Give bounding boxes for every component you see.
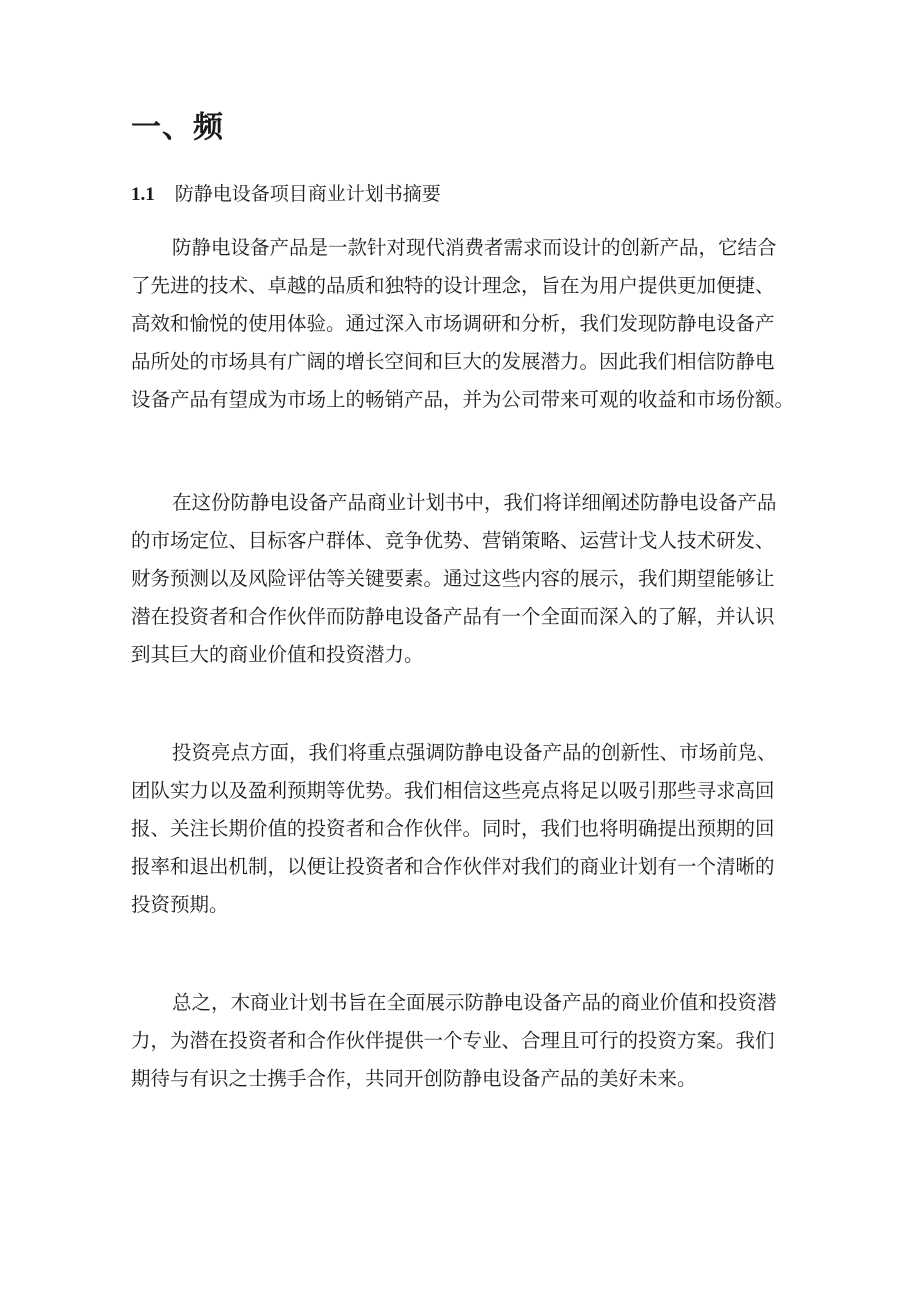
paragraph-plan-contents [131, 484, 811, 674]
paragraph-investment-highlights [131, 734, 811, 924]
paragraph-line: 团队实力以及盈利预期等优势。我们相信这些亮点将足以吸引那些寻求高回 [131, 779, 775, 802]
paragraph-line: 财务预测以及风险评估等关键要素。通过这些内容的展示，我们期望能够让 [131, 567, 775, 590]
section-heading: 一、频 [131, 110, 224, 145]
subsection-heading [131, 179, 441, 210]
paragraph-line: 了先进的技术、卓越的品质和独特的设计理念，旨在为用户提供更加便捷、 [131, 274, 775, 297]
subsection-title: 防静电设备项目商业计划书摘要 [174, 183, 441, 205]
paragraph-line: 高效和愉悦的使用体验。通过深入市场调研和分析，我们发现防静电设备产 [131, 312, 775, 335]
paragraph-line: 防静电设备产品是一款针对现代消费者需求而设计的创新产品，它结合 [172, 236, 777, 259]
paragraph-line: 报、关注长期价值的投资者和合作伙伴。同时，我们也将明确提出预期的回 [131, 817, 775, 840]
paragraph-line: 在这份防静电设备产品商业计划书中，我们将详细阐述防静电设备产品 [172, 491, 777, 514]
paragraph-line: 设备产品有望成为市场上的畅销产品，并为公司带来可观的收益和市场份额。 [131, 388, 795, 411]
paragraph-line: 品所处的市场具有广阔的增长空间和巨大的发展潜力。因此我们相信防静电 [131, 350, 775, 373]
paragraph-line: 到其巨大的商业价值和投资潜力。 [131, 643, 424, 666]
paragraph-summary-intro [131, 229, 811, 419]
paragraph-line: 总之，木商业计划书旨在全面展示防静电设备产品的商业价值和投资潜 [172, 991, 777, 1014]
paragraph-conclusion [131, 984, 811, 1098]
paragraph-line: 力，为潜在投资者和合作伙伴提供一个专业、合理且可行的投资方案。我们 [131, 1029, 775, 1052]
subsection-number: 1.1 [131, 184, 155, 205]
paragraph-line: 投资亮点方面，我们将重点强调防静电设备产品的创新性、市场前凫、 [172, 741, 777, 764]
paragraph-line: 投资预期。 [131, 893, 229, 916]
paragraph-line: 报率和退出机制，以便让投资者和合作伙伴对我们的商业计划有一个清晰的 [131, 855, 775, 878]
paragraph-line: 的市场定位、目标客户群体、竞争优势、营销策略、运营计戈人技术研发、 [131, 529, 775, 552]
paragraph-line: 期待与有识之士携手合作，共同开创防静电设备产品的美好未来。 [131, 1067, 697, 1090]
paragraph-line: 潜在投资者和合作伙伴而防静电设备产品有一个全面而深入的了解，并认识 [131, 605, 775, 628]
